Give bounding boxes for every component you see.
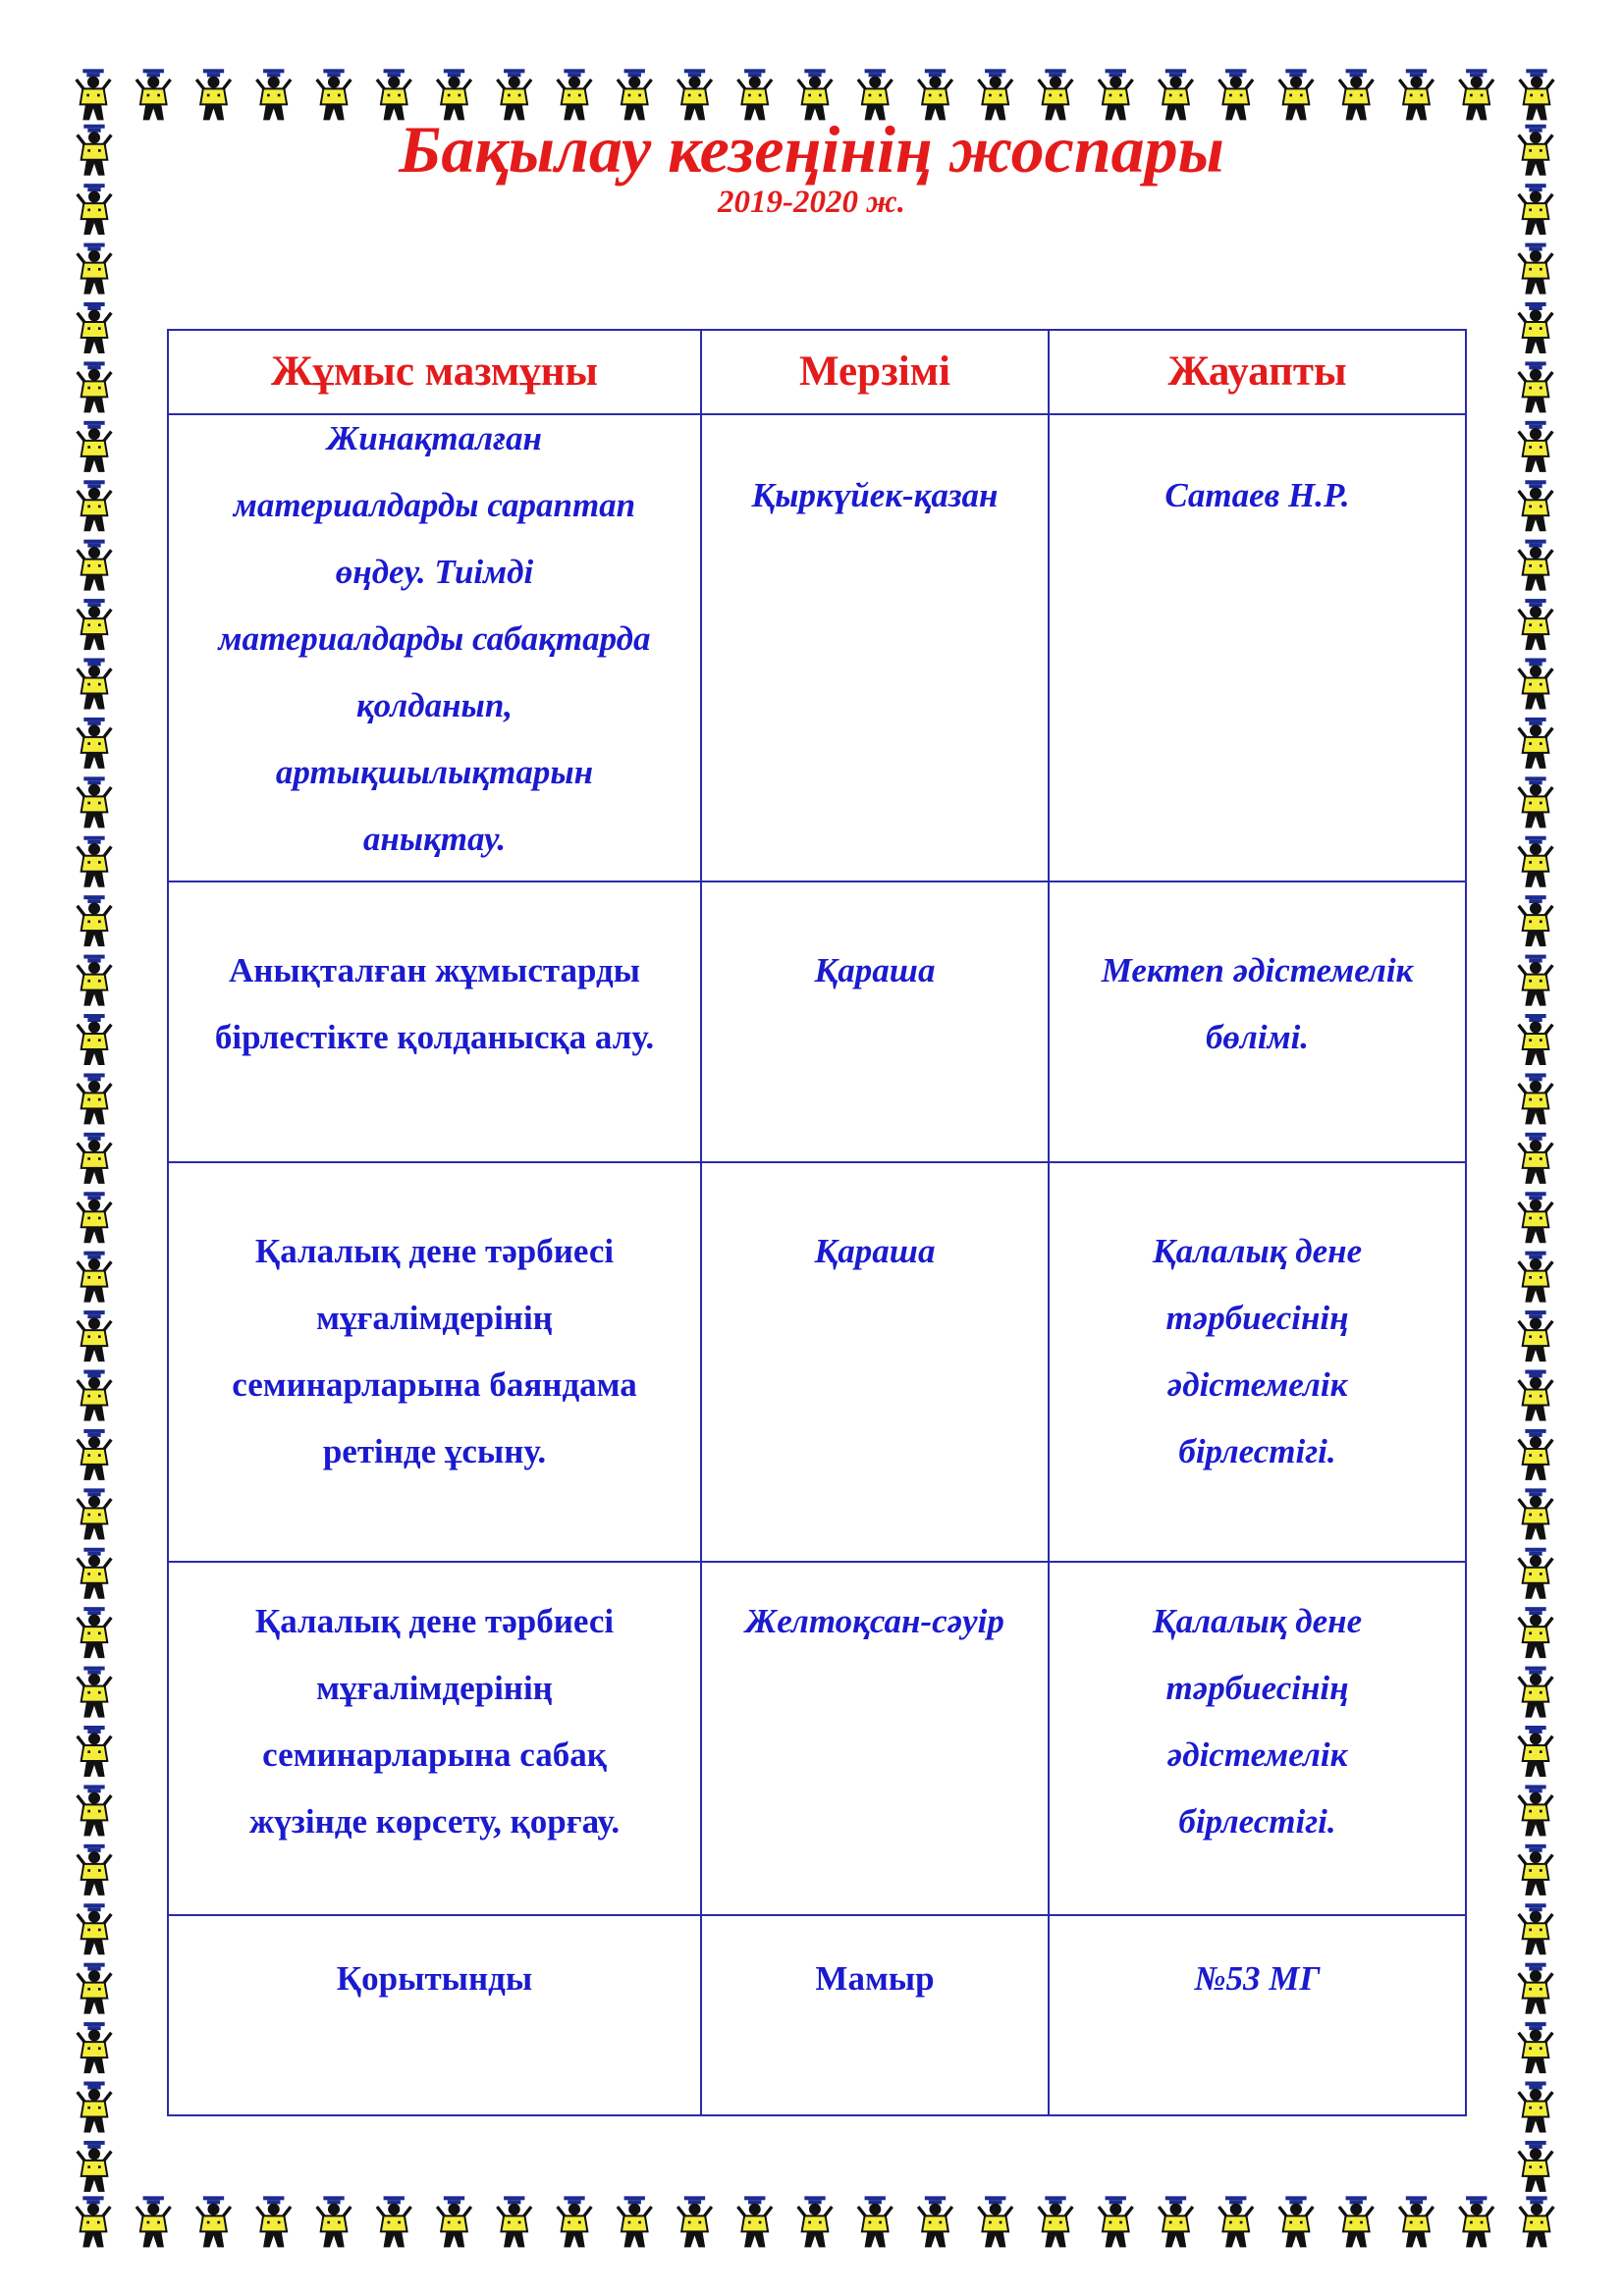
deadline-text: Қараша <box>814 1232 936 1270</box>
page-title: Бақылау кезеңінің жоспары <box>399 112 1224 187</box>
border-figure-icon <box>737 2196 772 2247</box>
row-responsible-cell <box>1049 1162 1466 1562</box>
bottom-border <box>74 2192 1556 2253</box>
content-line: артықшылықтарын <box>275 753 594 791</box>
border-figure-icon <box>1519 1963 1553 2014</box>
border-figure-icon <box>78 776 112 828</box>
row-responsible-cell <box>1049 414 1466 881</box>
border-figure-icon <box>78 2022 112 2073</box>
border-figure-icon <box>377 2196 411 2247</box>
border-figure-icon <box>978 2196 1012 2247</box>
content-line: ретінде ұсыну. <box>322 1432 547 1470</box>
content-line: материалдарды сабақтарда <box>218 619 651 658</box>
row-content-cell <box>168 1915 701 2115</box>
responsible-line: тәрбиесінің <box>1165 1669 1349 1707</box>
deadline-text: Желтоқсан-сәуір <box>745 1602 1004 1640</box>
border-figure-icon <box>1519 718 1553 769</box>
border-figure-icon <box>1519 361 1553 412</box>
border-figure-icon <box>78 480 112 531</box>
border-figure-icon <box>1519 599 1553 650</box>
border-figure-icon <box>78 302 112 353</box>
border-figure-icon <box>1519 1548 1553 1599</box>
row-deadline-cell <box>701 881 1049 1162</box>
border-figure-icon <box>1519 2022 1553 2073</box>
row-content-cell <box>168 1162 701 1562</box>
content-line: өңдеу. Тиімді <box>335 553 534 591</box>
responsible-line: әдістемелік <box>1166 1735 1348 1774</box>
border-figure-icon <box>1519 1429 1553 1480</box>
border-figure-icon <box>78 540 112 591</box>
border-figure-icon <box>78 1370 112 1421</box>
content-line: мұғалімдерінің <box>316 1669 553 1707</box>
border-figure-icon <box>677 2196 712 2247</box>
responsible-line: №53 МГ <box>1194 1959 1321 1998</box>
border-figure-icon <box>1519 659 1553 710</box>
responsible-line: Қалалық дене <box>1152 1232 1363 1270</box>
border-figure-icon <box>1519 421 1553 472</box>
border-figure-icon <box>618 2196 652 2247</box>
border-figure-icon <box>78 1548 112 1599</box>
responsible-line: бірлестігі. <box>1178 1802 1336 1841</box>
content-line: қолданып, <box>355 686 514 724</box>
row-deadline-cell <box>701 1915 1049 2115</box>
border-figure-icon <box>1519 1488 1553 1539</box>
border-figure-icon <box>1519 1310 1553 1362</box>
plan-table <box>167 329 1467 2116</box>
border-figure-icon <box>1519 480 1553 531</box>
row-deadline-cell <box>701 1162 1049 1562</box>
page-subtitle: 2019-2020 ж. <box>718 185 905 220</box>
border-figure-icon <box>1519 1903 1553 1954</box>
border-figure-icon <box>1519 1252 1553 1303</box>
table-row <box>168 1162 1466 1562</box>
border-figure-icon <box>1519 1844 1553 1896</box>
border-figure-icon <box>78 1488 112 1539</box>
border-figure-icon <box>78 1726 112 1777</box>
border-figure-icon <box>78 1667 112 1718</box>
border-figure-icon <box>78 1014 112 1065</box>
content-line: жүзінде көрсету, қорғау. <box>248 1802 621 1841</box>
border-figure-icon <box>78 599 112 650</box>
content-line: Қалалық дене тәрбиесі <box>254 1232 615 1270</box>
border-figure-icon <box>317 2196 352 2247</box>
content-line: семинарларына сабақ <box>262 1735 607 1774</box>
content-line: Қорытынды <box>336 1959 533 1998</box>
deadline-text: Қыркүйек-қазан <box>751 476 999 514</box>
right-border <box>1515 65 1556 2253</box>
row-responsible-cell <box>1049 1562 1466 1915</box>
row-content-cell <box>168 1562 701 1915</box>
header-deadline: Мерзімі <box>701 330 1049 414</box>
table-row <box>168 1562 1466 1915</box>
border-figure-icon <box>1519 1726 1553 1777</box>
deadline-text: Мамыр <box>815 1959 935 1998</box>
row-deadline-cell <box>701 1562 1049 1915</box>
border-figure-icon <box>78 895 112 946</box>
responsible-line: Мектеп әдістемелік <box>1101 951 1414 989</box>
left-border <box>74 65 115 2253</box>
border-figure-icon <box>497 2196 531 2247</box>
border-figure-icon <box>858 2196 893 2247</box>
row-content-cell <box>168 881 701 1162</box>
border-figure-icon <box>78 718 112 769</box>
border-figure-icon <box>256 2196 291 2247</box>
border-figure-icon <box>1519 836 1553 887</box>
border-figure-icon <box>1519 1014 1553 1065</box>
table-row <box>168 414 1466 881</box>
border-figure-icon <box>1099 2196 1133 2247</box>
border-figure-icon <box>78 1310 112 1362</box>
header-content: Жұмыс мазмұны <box>168 330 701 414</box>
responsible-line: бірлестігі. <box>1178 1432 1336 1470</box>
border-figure-icon <box>798 2196 833 2247</box>
header-responsible: Жауапты <box>1049 330 1466 414</box>
border-figure-icon <box>78 1844 112 1896</box>
border-figure-icon <box>1279 2196 1314 2247</box>
border-figure-icon <box>437 2196 471 2247</box>
deadline-text: Қараша <box>814 951 936 989</box>
table-row <box>168 881 1466 1162</box>
content-line: Жинақталған <box>327 419 542 457</box>
border-figure-icon <box>1519 1192 1553 1243</box>
border-figure-icon <box>1459 2196 1493 2247</box>
responsible-line: тәрбиесінің <box>1165 1299 1349 1337</box>
border-figure-icon <box>78 1252 112 1303</box>
border-figure-icon <box>1519 895 1553 946</box>
border-figure-icon <box>1339 2196 1374 2247</box>
content-line: Қалалық дене тәрбиесі <box>254 1602 615 1640</box>
border-figure-icon <box>78 955 112 1006</box>
border-figure-icon <box>1519 955 1553 1006</box>
border-figure-icon <box>1519 302 1553 353</box>
responsible-line: Қалалық дене <box>1152 1602 1363 1640</box>
border-figure-icon <box>1519 2082 1553 2133</box>
row-content-cell <box>168 414 701 881</box>
content-line: анықтау. <box>362 820 507 858</box>
table-row <box>168 1915 1466 2115</box>
border-figure-icon <box>1519 776 1553 828</box>
border-figure-icon <box>1519 2141 1553 2192</box>
border-figure-icon <box>78 659 112 710</box>
border-figure-icon <box>78 421 112 472</box>
border-figure-icon <box>78 361 112 412</box>
border-figure-icon <box>78 2141 112 2192</box>
border-figure-icon <box>1519 1073 1553 1124</box>
row-deadline-cell <box>701 414 1049 881</box>
border-figure-icon <box>1399 2196 1434 2247</box>
responsible-line: бөлімі. <box>1205 1018 1310 1056</box>
border-figure-icon <box>1519 1133 1553 1184</box>
border-figure-icon <box>78 1903 112 1954</box>
border-figure-icon <box>1519 1785 1553 1836</box>
border-figure-icon <box>78 836 112 887</box>
border-figure-icon <box>1519 243 1553 294</box>
border-figure-icon <box>78 2082 112 2133</box>
border-figure-icon <box>78 1963 112 2014</box>
border-figure-icon <box>78 1192 112 1243</box>
border-figure-icon <box>1519 540 1553 591</box>
row-responsible-cell <box>1049 881 1466 1162</box>
border-figure-icon <box>1519 1607 1553 1658</box>
responsible-line: әдістемелік <box>1166 1365 1348 1404</box>
border-figure-icon <box>78 1133 112 1184</box>
border-figure-icon <box>78 1073 112 1124</box>
content-line: семинарларына баяндама <box>232 1365 637 1404</box>
border-figure-icon <box>1159 2196 1193 2247</box>
responsible-line: Сатаев Н.Р. <box>1164 476 1350 514</box>
row-responsible-cell <box>1049 1915 1466 2115</box>
border-figure-icon <box>196 2196 231 2247</box>
border-figure-icon <box>78 243 112 294</box>
border-figure-icon <box>1039 2196 1073 2247</box>
content-line: материалдарды сараптап <box>233 486 636 524</box>
border-figure-icon <box>78 1429 112 1480</box>
content-line: мұғалімдерінің <box>316 1299 553 1337</box>
border-figure-icon <box>1519 1667 1553 1718</box>
border-figure-icon <box>1218 2196 1253 2247</box>
content-line: Анықталған жұмыстарды <box>228 951 641 989</box>
table-header-row <box>168 330 1466 414</box>
border-figure-icon <box>78 1785 112 1836</box>
border-figure-icon <box>1519 1370 1553 1421</box>
border-figure-icon <box>78 1607 112 1658</box>
border-figure-icon <box>558 2196 592 2247</box>
border-figure-icon <box>136 2196 171 2247</box>
content-line: бірлестікте қолданысқа алу. <box>214 1018 655 1056</box>
border-figure-icon <box>918 2196 952 2247</box>
